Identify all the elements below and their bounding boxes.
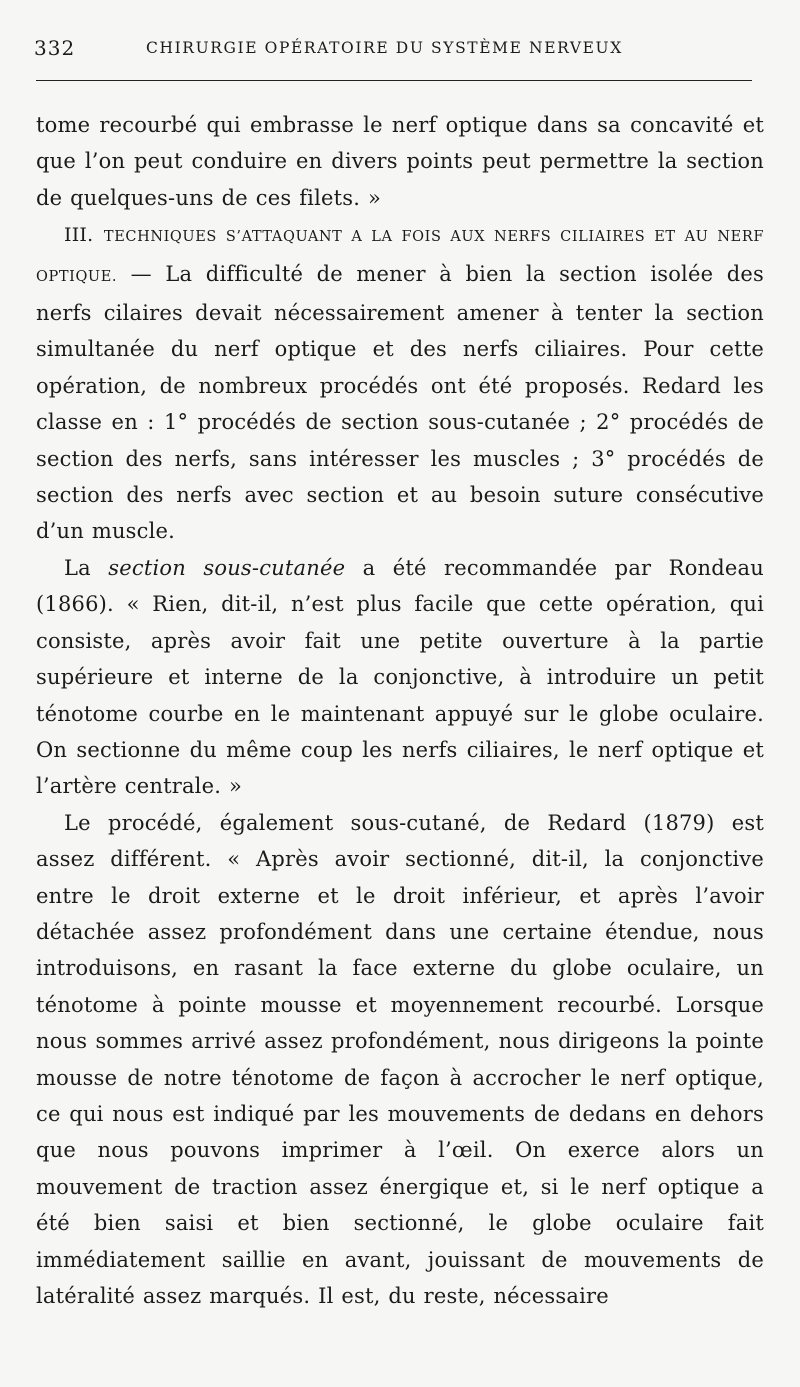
header-rule	[36, 80, 752, 81]
paragraph-section-three	[36, 216, 764, 550]
page-header	[34, 36, 752, 60]
section-numeral: III.	[64, 224, 94, 247]
section-heading: TECHNIQUES S’ATTAQUANT A LA FOIS AUX NERFS CILIAIRES ET AU NERF OPTIQUE.	[36, 229, 764, 285]
paragraph-text: a été recommandée par Rondeau (1866). « Rien, dit-il, n’est plus facile que cette opération, qui consiste, après avoir fait une petite ouverture à la partie supérieure et interne de la conjonctive, à introduire un petit ténotome courbe en le maintenant appuyé sur le globe oculaire. On sectionne du même coup les nerfs ciliaires, le nerf optique et l’artère centrale. »	[36, 555, 764, 799]
paragraph-sous-cutanee	[36, 550, 764, 805]
paragraph-redard: Le procédé, également sous-cutané, de Redard (1879) est assez différent. « Après avoir sectionné, dit-il, la conjonctive entre le droit externe et le droit inférieur, et après l’avoir détachée assez profondément dans une certaine étendue, nous introduisons, en rasant la face externe du globe oculaire, un ténotome à pointe mousse et moyennement recourbé. Lorsque nous sommes arrivé assez profondément, nous dirigeons la pointe mousse de notre ténotome de façon à accrocher le nerf optique, ce qui nous est indiqué par les mouvements de dedans en dehors que nous pouvons imprimer à l’œil. On exerce alors un mouvement de traction assez énergique et, si le nerf optique a été bien saisi et bien sectionné, le globe oculaire fait immédiatement saillie en avant, jouissant de mouvements de latéralité assez marqués. Il est, du reste, nécessaire	[36, 810, 764, 1308]
running-title: CHIRURGIE OPÉRATOIRE DU SYSTÈME NERVEUX	[146, 39, 623, 57]
page-number: 332	[34, 36, 76, 60]
paragraph-continuation: tome recourbé qui embrasse le nerf optique dans sa concavité et que l’on peut conduire en divers points peut permettre la section de quelques-uns de ces filets. »	[36, 113, 764, 210]
body-text	[36, 107, 764, 1314]
italic-term: section sous-cutanée	[108, 555, 346, 580]
section-text: — La difficulté de mener à bien la section isolée des nerfs cilaires devait nécessairement amener à tenter la section simultanée du nerf optique et des nerfs ciliaires. Pour cette opération, de nombreux procédés ont été proposés. Redard les classe en : 1° procédés de section sous-cutanée ; 2° procédés de section des nerfs, sans intéresser les muscles ; 3° procédés de section des nerfs avec section et au besoin suture consécutive d’un muscle.	[36, 261, 764, 544]
paragraph-lead: La	[64, 555, 109, 580]
